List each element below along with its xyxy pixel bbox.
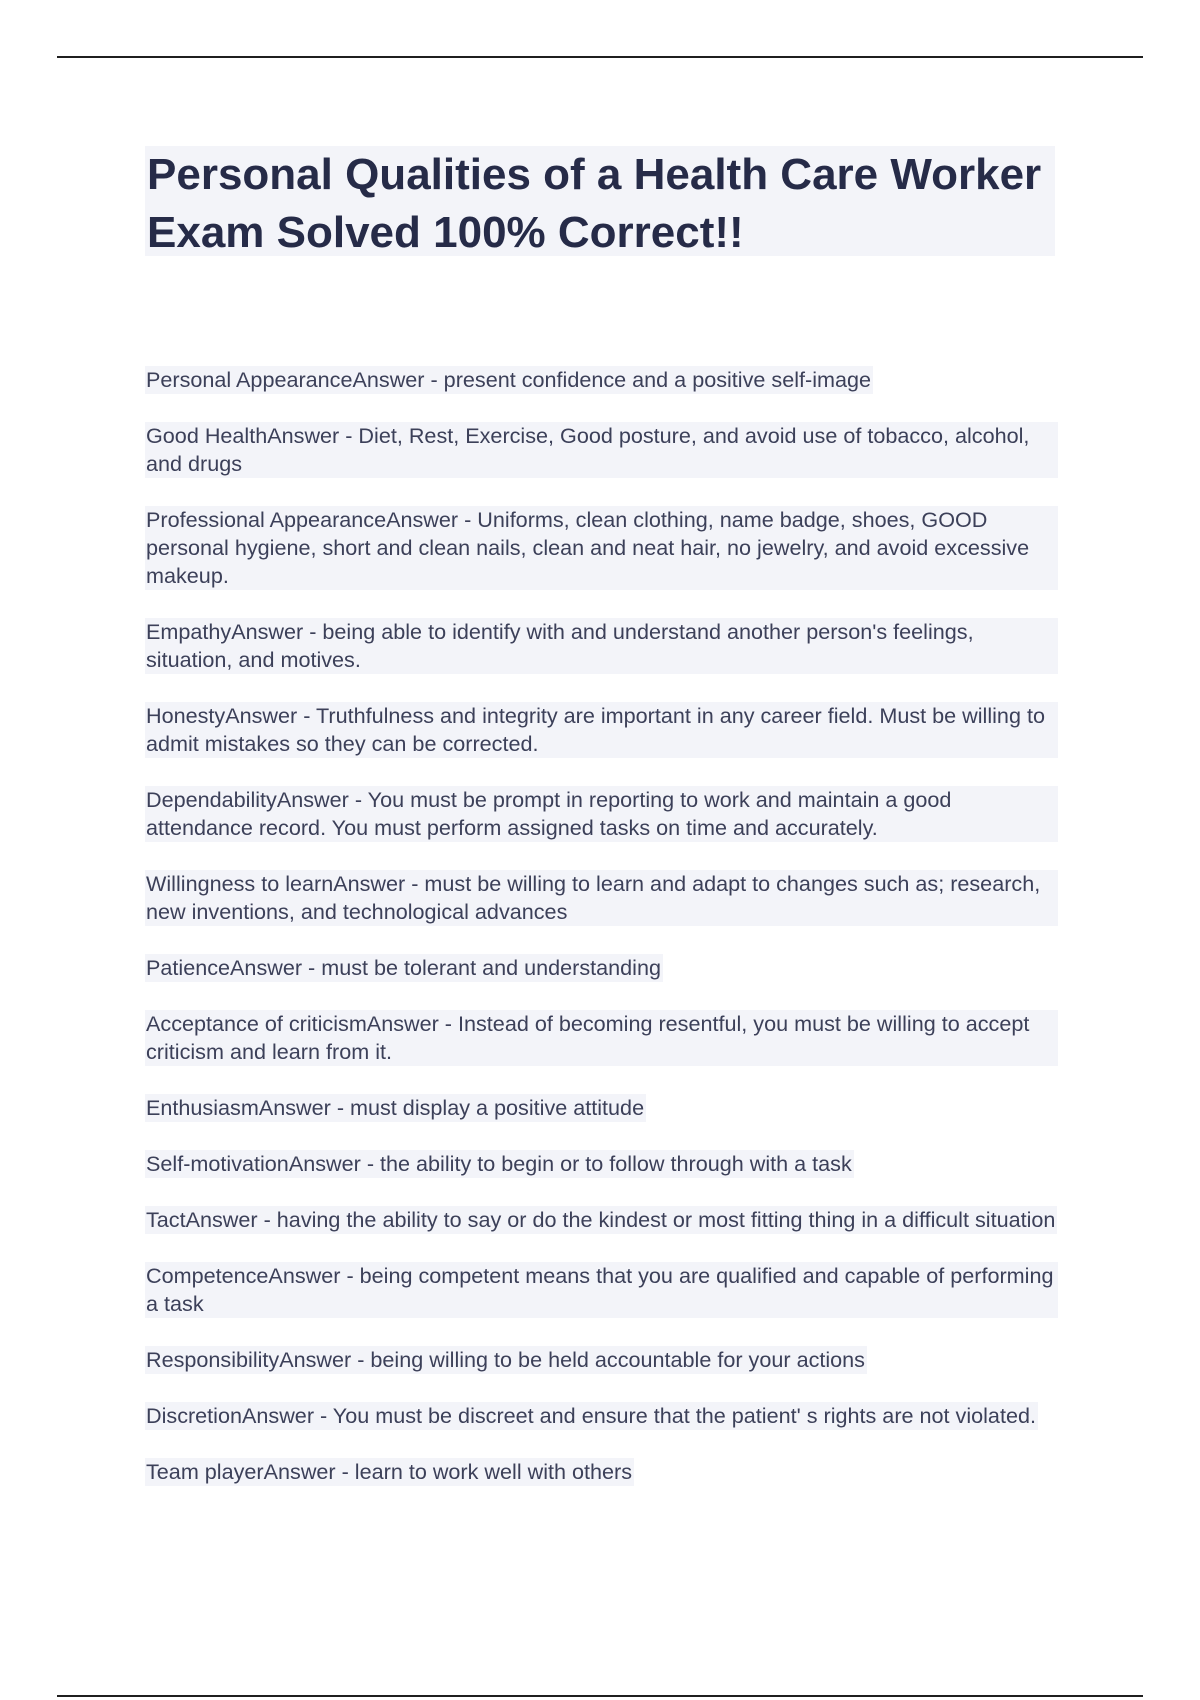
qa-item: DiscretionAnswer - You must be discreet and ensure that the patient' s rights are not violated. <box>146 1403 1036 1428</box>
qa-item: Personal AppearanceAnswer - present confidence and a positive self-image <box>146 367 872 392</box>
qa-item: TactAnswer - having the ability to say or do the kindest or most fitting thing in a difficult situation <box>146 1207 1056 1232</box>
footer-rule <box>57 1695 1143 1697</box>
qa-item: Acceptance of criticismAnswer - Instead of becoming resentful, you must be willing to accept criticism and learn from it. <box>145 1010 1058 1066</box>
qa-item: Professional AppearanceAnswer - Uniforms, clean clothing, name badge, shoes, GOOD personal hygiene, short and clean nails, clean and neat hair, no jewelry, and avoid excessive makeup. <box>145 506 1058 590</box>
qa-item: EmpathyAnswer - being able to identify with and understand another person's feelings, situation, and motives. <box>145 618 1058 674</box>
qa-item: EnthusiasmAnswer - must display a positive attitude <box>146 1095 645 1120</box>
qa-item: HonestyAnswer - Truthfulness and integrity are important in any career field. Must be willing to admit mistakes so they can be corrected. <box>145 702 1058 758</box>
title-block <box>145 146 1055 256</box>
header-rule <box>57 56 1143 58</box>
qa-list <box>145 366 1065 1514</box>
qa-item: CompetenceAnswer - being competent means that you are qualified and capable of performing a task <box>145 1262 1058 1318</box>
qa-item: Willingness to learnAnswer - must be willing to learn and adapt to changes such as; research, new inventions, and technological advances <box>145 870 1058 926</box>
qa-item: Good HealthAnswer - Diet, Rest, Exercise, Good posture, and avoid use of tobacco, alcohol, and drugs <box>145 422 1058 478</box>
qa-item: PatienceAnswer - must be tolerant and understanding <box>146 955 661 980</box>
qa-item: Team playerAnswer - learn to work well with others <box>146 1459 633 1484</box>
qa-item: DependabilityAnswer - You must be prompt in reporting to work and maintain a good attendance record. You must perform assigned tasks on time and accurately. <box>145 786 1058 842</box>
document-title: Personal Qualities of a Health Care Worker Exam Solved 100% Correct!! <box>147 150 1042 257</box>
qa-item: ResponsibilityAnswer - being willing to be held accountable for your actions <box>146 1347 865 1372</box>
qa-item: Self-motivationAnswer - the ability to begin or to follow through with a task <box>146 1151 852 1176</box>
